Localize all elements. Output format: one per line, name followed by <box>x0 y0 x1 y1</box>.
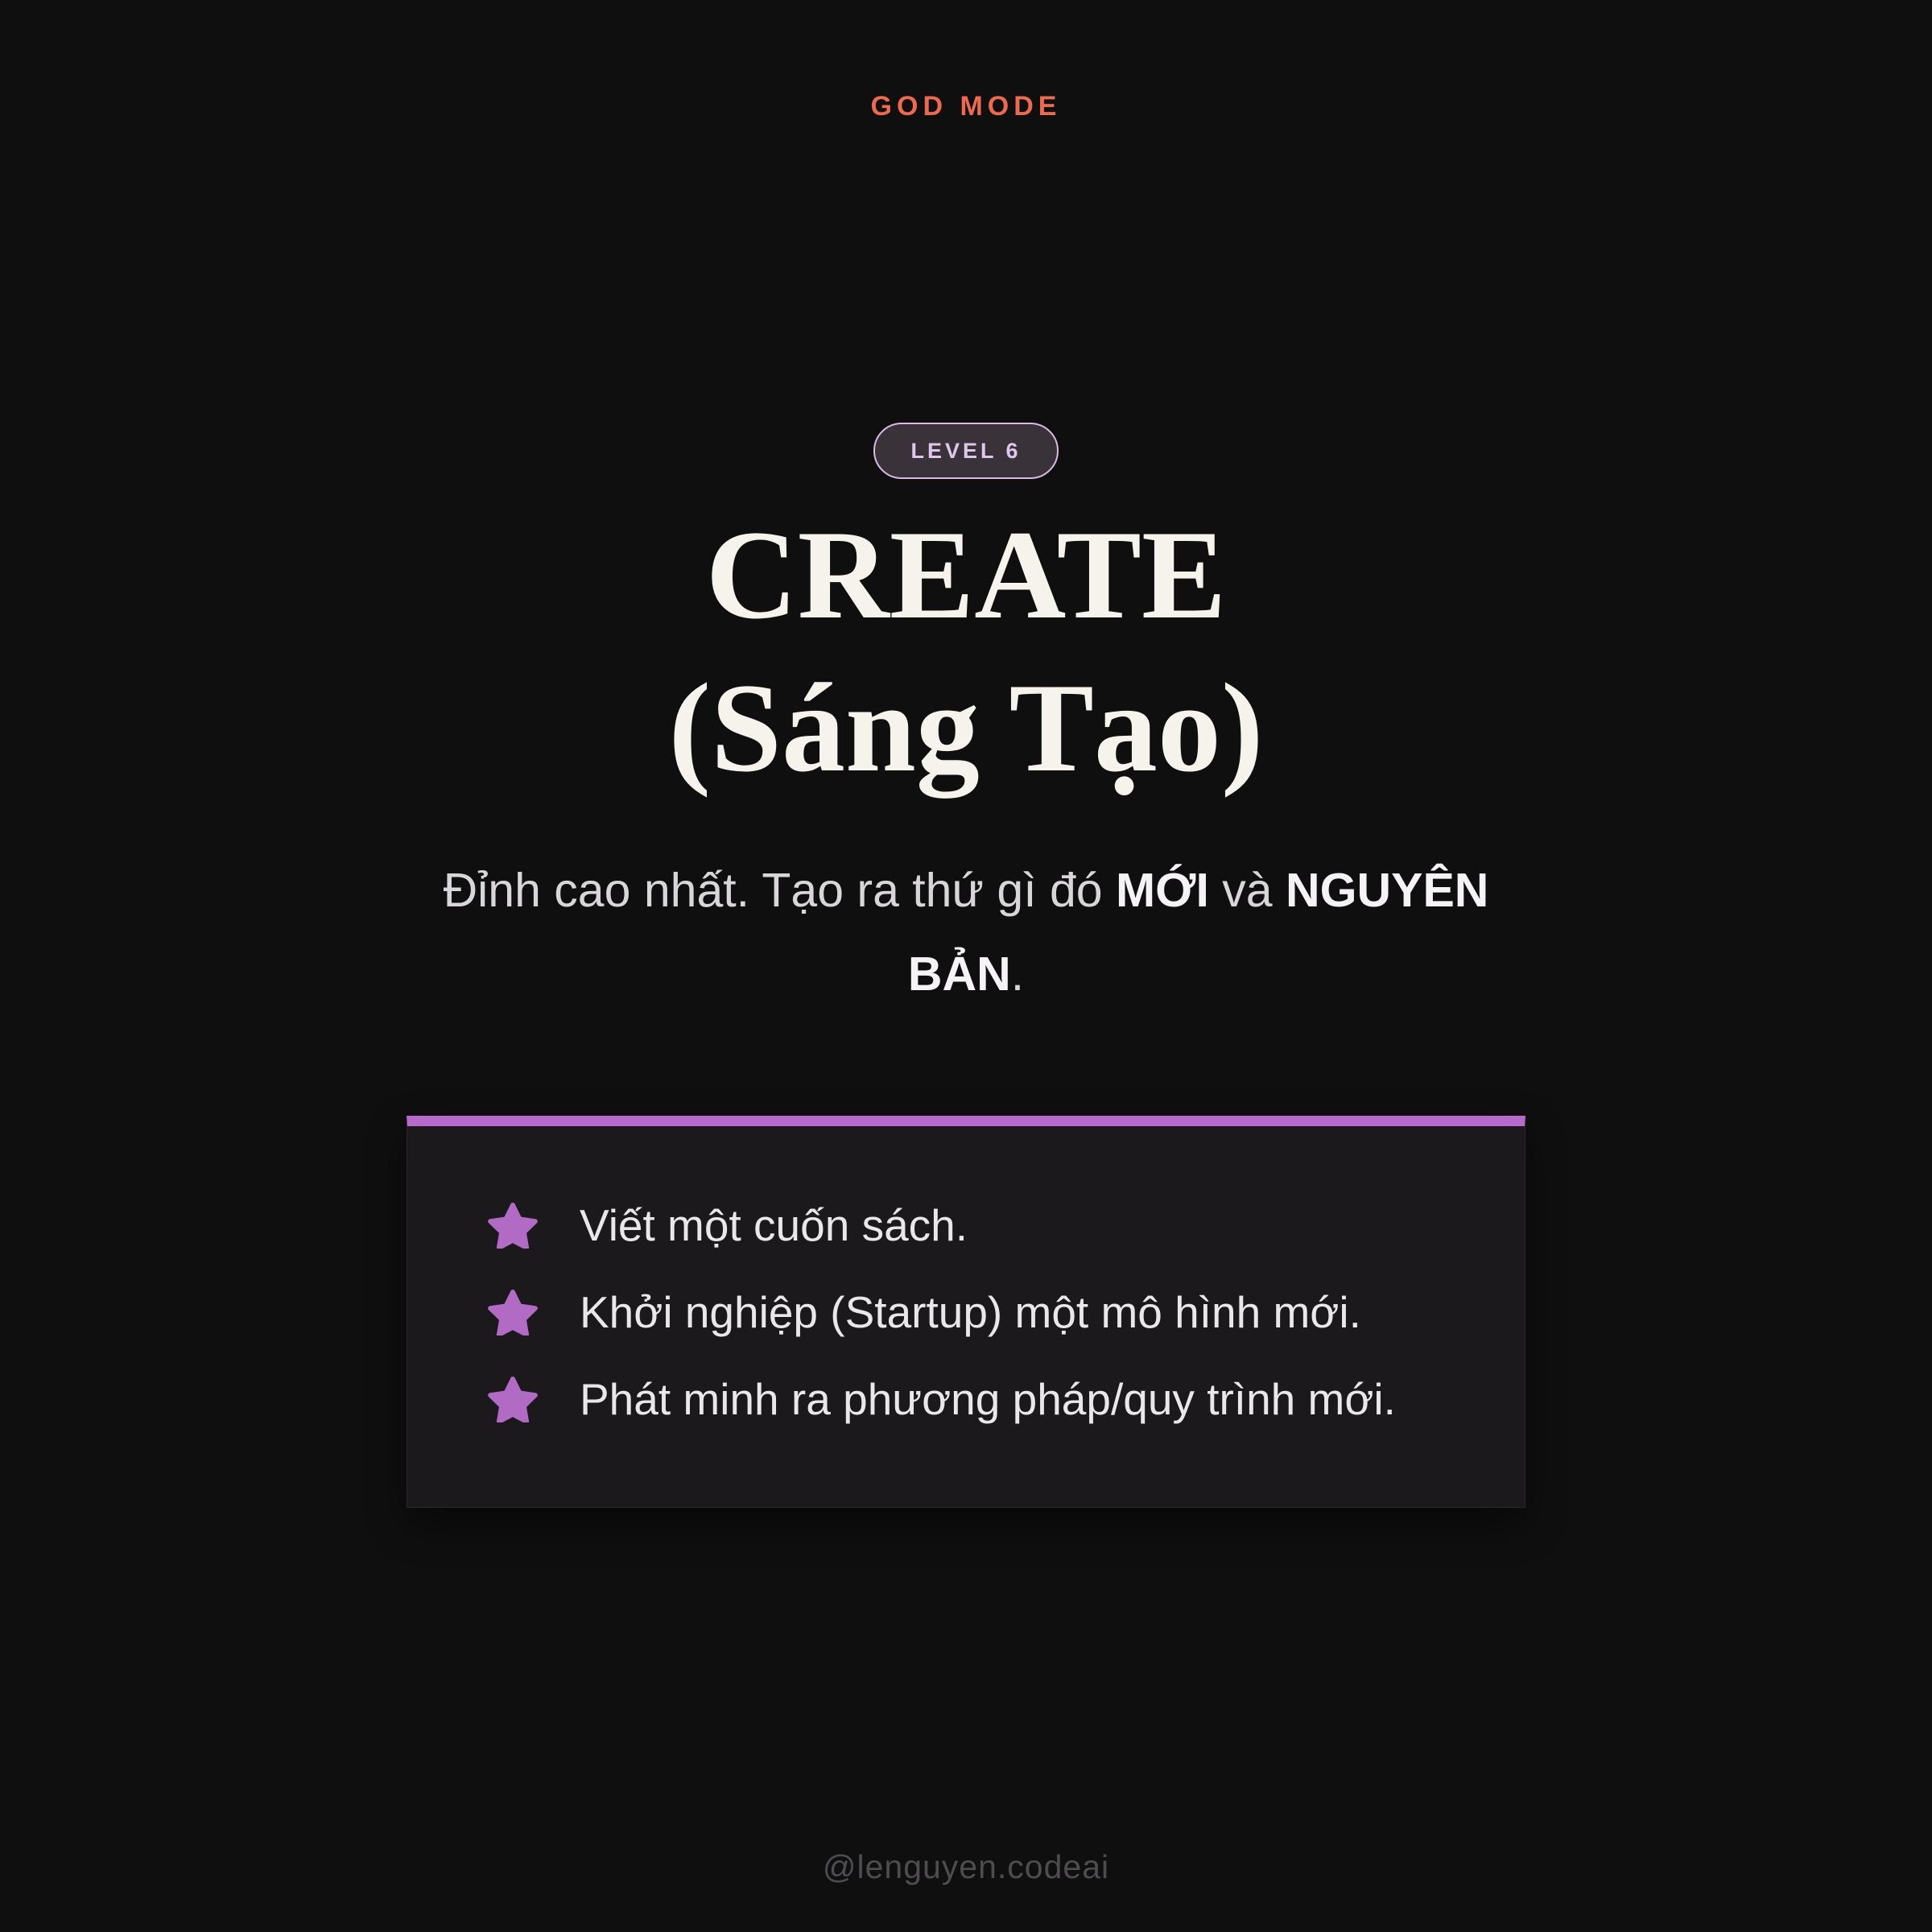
subtitle-end: . <box>1010 947 1025 1001</box>
list-item-label: Viết một cuốn sách. <box>580 1200 968 1250</box>
list-item <box>488 1356 1476 1443</box>
page-title <box>0 499 1932 805</box>
subtitle-emphasis-2b: BẢN <box>907 947 1011 1001</box>
page-title-line2: (Sáng Tạo) <box>668 658 1264 799</box>
examples-card <box>407 1116 1525 1508</box>
level-badge: LEVEL 6 <box>873 423 1058 479</box>
subtitle-lead: Đỉnh cao nhất. Tạo ra thứ gì đó <box>443 864 1116 917</box>
list-item <box>488 1269 1476 1356</box>
page-title-line1: CREATE <box>705 505 1227 646</box>
level-badge-container <box>0 423 1932 479</box>
list-item <box>488 1182 1476 1269</box>
subtitle <box>338 848 1594 1016</box>
kicker-label: GOD MODE <box>870 91 1062 122</box>
star-icon <box>488 1289 538 1335</box>
subtitle-emphasis-1: MỚI <box>1116 864 1209 917</box>
star-icon <box>488 1376 538 1422</box>
footer-handle: @lenguyen.codeai <box>822 1848 1110 1885</box>
list-item-label: Khởi nghiệp (Startup) một mô hình mới. <box>580 1287 1361 1337</box>
list-item-label: Phát minh ra phương pháp/quy trình mới. <box>580 1374 1396 1424</box>
subtitle-emphasis-2a: NGUYÊN <box>1285 864 1489 917</box>
subtitle-mid: và <box>1208 864 1286 917</box>
star-icon <box>488 1202 538 1249</box>
